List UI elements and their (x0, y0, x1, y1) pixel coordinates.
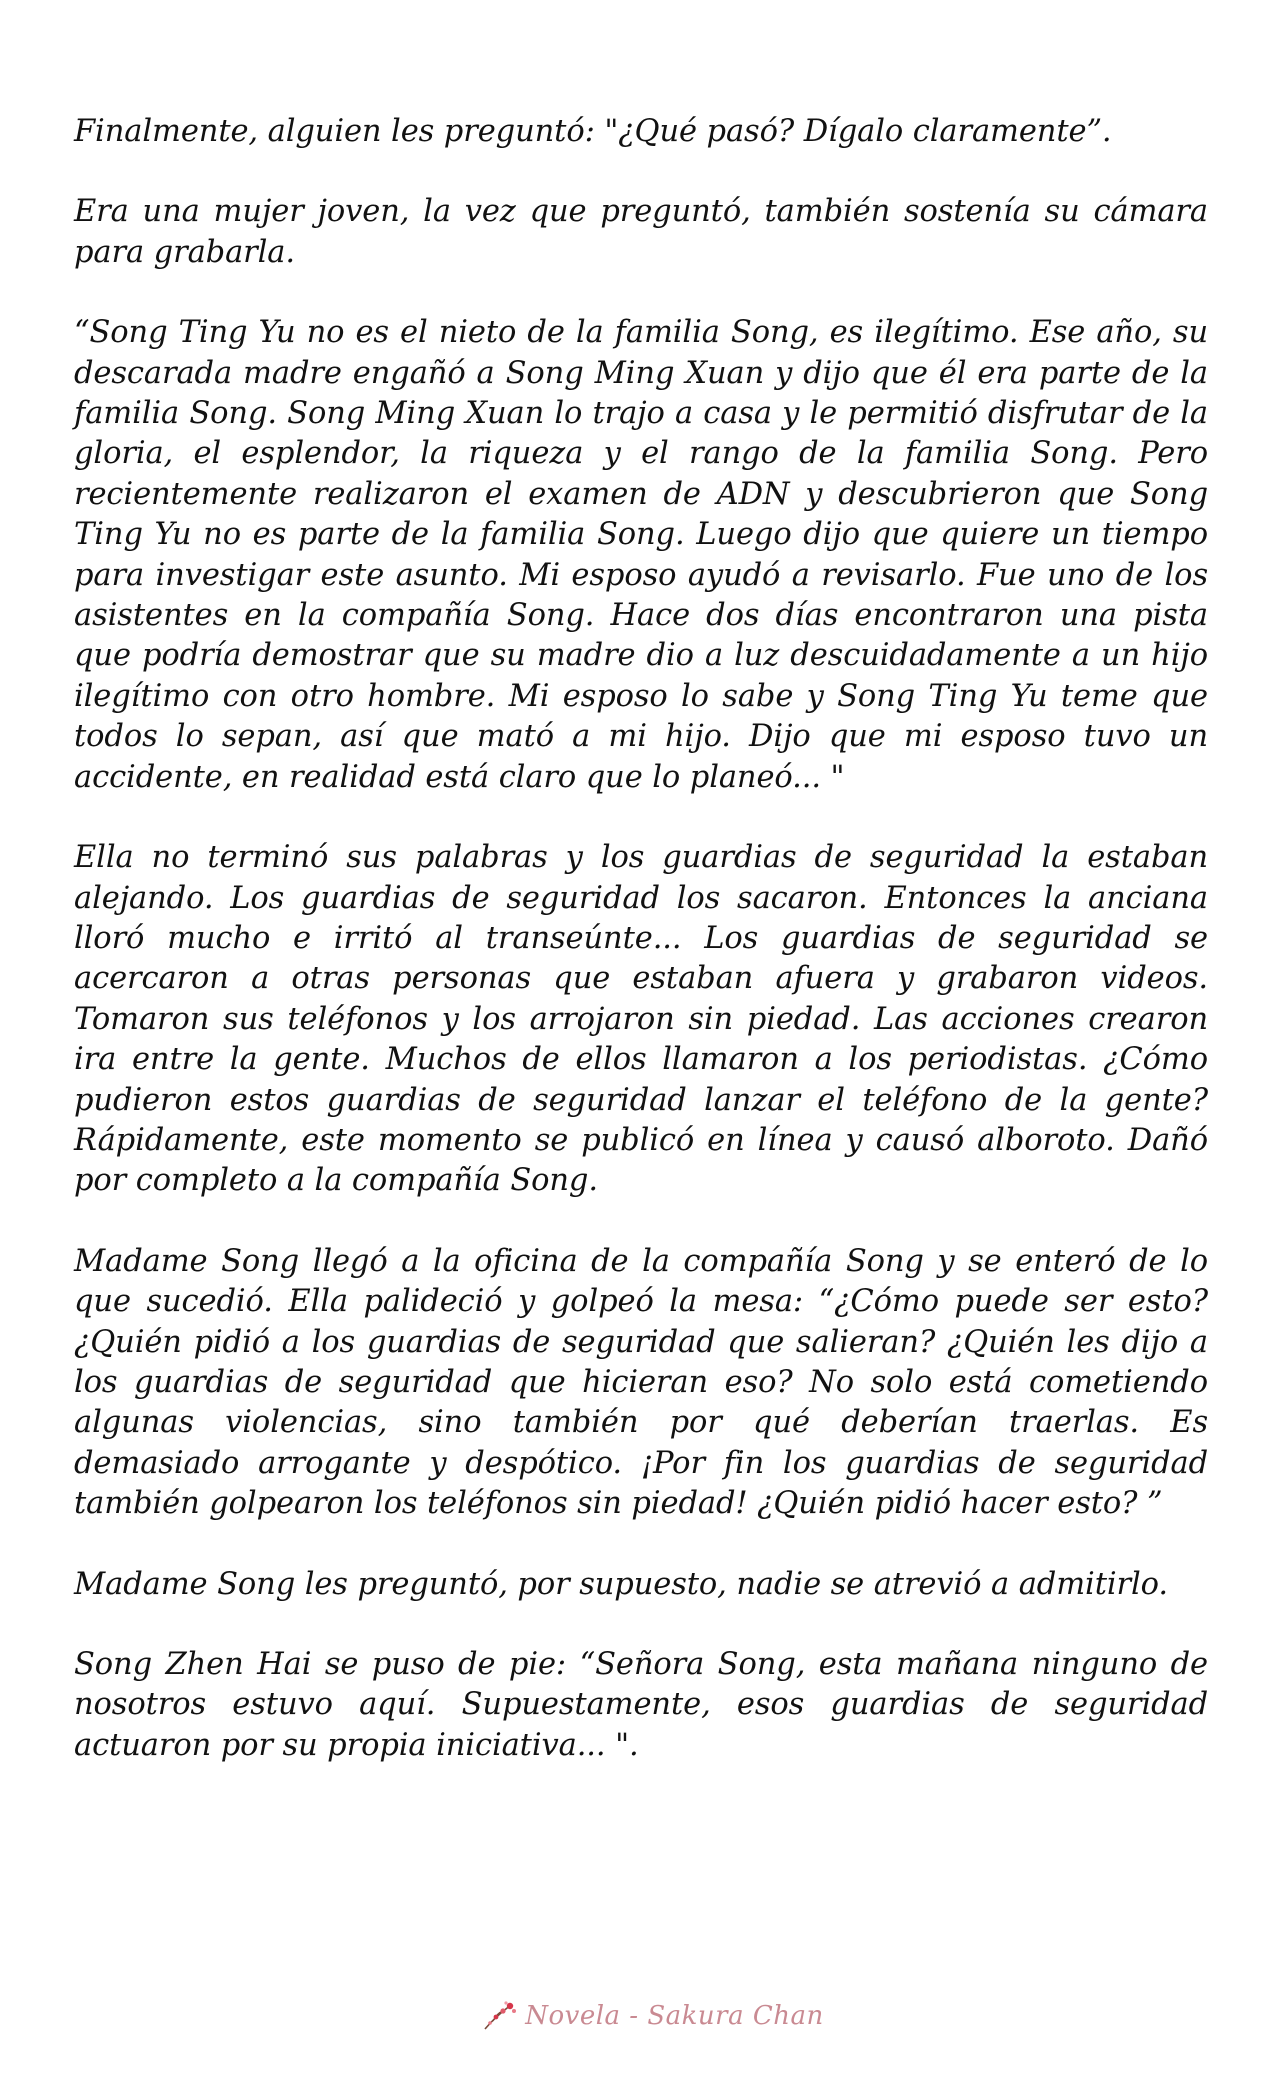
paragraph-4: Ella no terminó sus palabras y los guardias de seguridad la estaban alejando. Los guardias de seguridad los sacaron. Entonces la anciana lloró mucho e irritó al transeúnte... Los guardias de seguridad se acercaron a otras personas que estaban afuera y grabaron videos. Tomaron sus teléfonos y los arrojaron sin piedad. Las acciones crearon ira entre la gente. Muchos de ellos llamaron a los periodistas. ¿Cómo pudieron estos guardias de seguridad lanzar el teléfono de la gente? Rápidamente, este momento se publicó en línea y causó alboroto. Dañó por completo a la compañía Song. (74, 840, 1208, 1199)
footer-credit-text: Novela - Sakura Chan (525, 2001, 824, 2031)
paragraph-6: Madame Song les preguntó, por supuesto, nadie se atrevió a admitirlo. (74, 1566, 1168, 1602)
paragraph-7: Song Zhen Hai se puso de pie: “Señora Song, esta mañana ninguno de nosotros estuvo aquí. Supuestamente, esos guardias de seguridad actuaron por su propia iniciativa... ". (74, 1647, 1208, 1763)
paragraph-3: “Song Ting Yu no es el nieto de la familia Song, es ilegítimo. Ese año, su descarada madre engañó a Song Ming Xuan y dijo que él era parte de la familia Song. Song Ming Xuan lo trajo a casa y le permitió disfrutar de la gloria, el esplendor, la riqueza y el rango de la familia Song. Pero recientemente realizaron el examen de ADN y descubrieron que Song Ting Yu no es parte de la familia Song. Luego dijo que quiere un tiempo para investigar este asunto. Mi esposo ayudó a revisarlo. Fue uno de los asistentes en la compañía Song. Hace dos días encontraron una pista que podría demostrar que su madre dio a luz descuidadamente a un hijo ilegítimo con otro hombre. Mi esposo lo sabe y Song Ting Yu teme que todos lo sepan, así que mató a mi hijo. Dijo que mi esposo tuvo un accidente, en realidad está claro que lo planeó... " (74, 315, 1208, 795)
sakura-flower-icon (481, 1999, 519, 2033)
footer-watermark (481, 1999, 824, 2033)
paragraph-2: Era una mujer joven, la vez que preguntó, también sostenía su cámara para grabarla. (74, 194, 1208, 270)
document-body (74, 112, 1208, 1806)
footer (0, 1994, 1275, 2038)
paragraph-1: Finalmente, alguien les preguntó: "¿Qué pasó? Dígalo claramente”. (74, 114, 1112, 149)
paragraph-5: Madame Song llegó a la oficina de la compañía Song y se enteró de lo que sucedió. Ella palideció y golpeó la mesa: “¿Cómo puede ser esto? ¿Quién pidió a los guardias de seguridad que salieran? ¿Quién les dijo a los guardias de seguridad que hicieran eso? No solo está cometiendo algunas violencias, sino también por qué deberían traerlas. Es demasiado arrogante y despótico. ¡Por fin los guardias de seguridad también golpearon los teléfonos sin piedad! ¿Quién pidió hacer esto? ” (74, 1243, 1208, 1522)
